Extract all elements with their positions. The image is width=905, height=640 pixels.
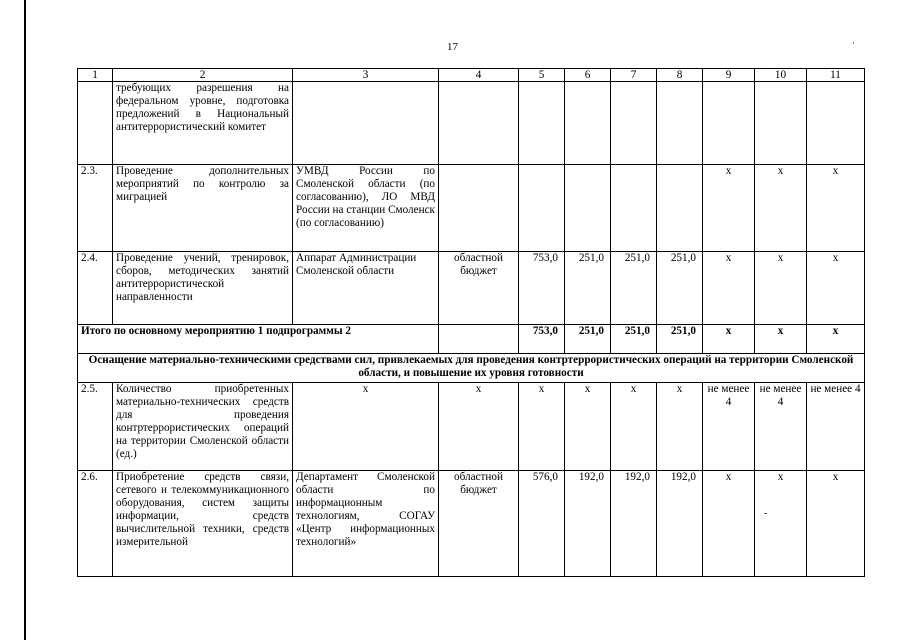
cell-value: 192,0 bbox=[611, 471, 657, 577]
cell-value: х bbox=[565, 383, 611, 471]
section-heading-row bbox=[78, 354, 865, 383]
cell-value: х bbox=[807, 325, 865, 354]
header-cell: 11 bbox=[807, 69, 865, 82]
cell-description: требующих разрешения на федеральном уровне, подготовка предложений в Национальный антитеррористический комитет bbox=[113, 82, 293, 165]
cell-value: х bbox=[703, 471, 755, 577]
cell-value: 251,0 bbox=[565, 252, 611, 325]
cell-value: не менее 4 bbox=[755, 383, 807, 471]
page-number: 17 bbox=[447, 41, 458, 53]
header-cell: 1 bbox=[78, 69, 113, 82]
cell-executor: УМВД России по Смоленской области (по согласованию), ЛО МВД России на станции Смоленск (по согласованию) bbox=[293, 165, 439, 252]
table-row-2-5 bbox=[78, 383, 865, 471]
header-cell: 6 bbox=[565, 69, 611, 82]
total-label: Итого по основному мероприятию 1 подпрограммы 2 bbox=[78, 325, 439, 354]
cell-value: х bbox=[293, 383, 439, 471]
cell-value: х bbox=[807, 471, 865, 577]
cell-value: х bbox=[703, 252, 755, 325]
cell-value: 251,0 bbox=[611, 325, 657, 354]
table-row-2-4 bbox=[78, 252, 865, 325]
cell-description: Проведение дополнительных мероприятий по контролю за миграцией bbox=[113, 165, 293, 252]
cell-value: х bbox=[755, 165, 807, 252]
cell-number: 2.3. bbox=[78, 165, 113, 252]
header-cell: 9 bbox=[703, 69, 755, 82]
cell-value: 251,0 bbox=[657, 325, 703, 354]
cell-value: х bbox=[657, 383, 703, 471]
cell-value: 753,0 bbox=[519, 252, 565, 325]
cell-value: х bbox=[807, 165, 865, 252]
scan-dot: · bbox=[852, 38, 855, 48]
cell-value: х bbox=[755, 252, 807, 325]
cell-source: областной бюджет bbox=[439, 252, 519, 325]
cell-value: 753,0 bbox=[519, 325, 565, 354]
table-row-2-3 bbox=[78, 165, 865, 252]
table-row-continuation bbox=[78, 82, 865, 165]
cell-value: х bbox=[807, 252, 865, 325]
page-edge-rule bbox=[24, 0, 26, 640]
scan-mark: - bbox=[764, 508, 768, 519]
cell-value: х bbox=[703, 165, 755, 252]
cell-value: 251,0 bbox=[565, 325, 611, 354]
cell-value: х bbox=[611, 383, 657, 471]
cell-description: Количество приобретенных материально-технических средств для проведения контртеррористических операций на территории Смоленской области (ед.) bbox=[113, 383, 293, 471]
cell-value: х bbox=[519, 383, 565, 471]
cell-value: х bbox=[755, 471, 807, 577]
cell-description: Проведение учений, тренировок, сборов, методических занятий антитеррористической направленности bbox=[113, 252, 293, 325]
cell-source: областной бюджет bbox=[439, 471, 519, 577]
cell-value: не менее 4 bbox=[703, 383, 755, 471]
table-row-2-6 bbox=[78, 471, 865, 577]
cell-description: Приобретение средств связи, сетевого и телекоммуникационного оборудования, систем защиты информации, средств вычислительной техники, средств измерительной bbox=[113, 471, 293, 577]
cell-number: 2.6. bbox=[78, 471, 113, 577]
cell-value: 251,0 bbox=[611, 252, 657, 325]
cell-value: не менее 4 bbox=[807, 383, 865, 471]
header-row bbox=[78, 69, 865, 82]
cell-value: х bbox=[755, 325, 807, 354]
header-cell: 10 bbox=[755, 69, 807, 82]
program-table bbox=[77, 68, 865, 577]
header-cell: 8 bbox=[657, 69, 703, 82]
cell-value: 192,0 bbox=[657, 471, 703, 577]
cell-value: 192,0 bbox=[565, 471, 611, 577]
cell-value: х bbox=[439, 383, 519, 471]
cell-executor: Аппарат Администрации Смоленской области bbox=[293, 252, 439, 325]
header-cell: 7 bbox=[611, 69, 657, 82]
header-cell: 5 bbox=[519, 69, 565, 82]
header-cell: 4 bbox=[439, 69, 519, 82]
header-cell: 2 bbox=[113, 69, 293, 82]
header-cell: 3 bbox=[293, 69, 439, 82]
cell-executor: Департамент Смоленской области по информационным технологиям, СОГАУ «Центр информационных технологий» bbox=[293, 471, 439, 577]
cell-number: 2.4. bbox=[78, 252, 113, 325]
section-title: Оснащение материально-техническими средствами сил, привлекаемых для проведения контртеррористических операций на территории Смоленской области, и повышение их уровня готовности bbox=[78, 354, 865, 383]
cell-value: 251,0 bbox=[657, 252, 703, 325]
cell-value: х bbox=[703, 325, 755, 354]
cell-number: 2.5. bbox=[78, 383, 113, 471]
table-row-total bbox=[78, 325, 865, 354]
cell-value: 576,0 bbox=[519, 471, 565, 577]
